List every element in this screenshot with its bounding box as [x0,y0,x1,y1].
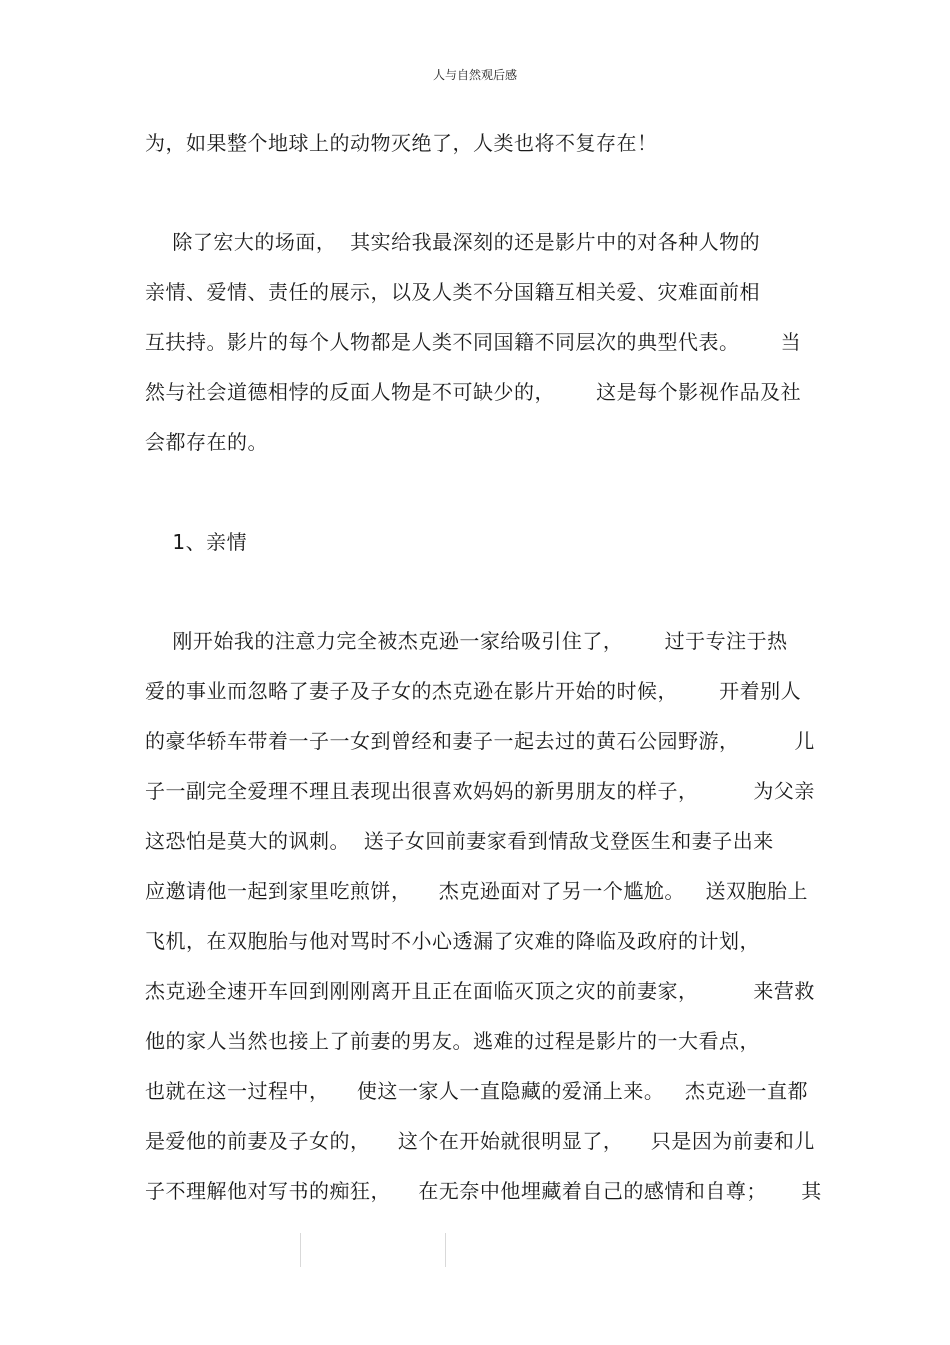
text-line-18: 是爱他的前妻及子女的， 这个在开始就很明显了， 只是因为前妻和儿 [145,1129,815,1153]
page-header: 人与自然观后感 [432,68,517,82]
text-line-12: 这恐怕是莫大的讽刺。 送子女回前妻家看到情敌戈登医生和妻子出来 [145,829,774,853]
footer-divider-right [445,1233,446,1267]
text-line-3: 亲情、爱情、责任的展示，以及人类不分国籍互相关爱、灾难面前相 [145,280,760,304]
footer-divider-left [300,1233,301,1267]
text-line-6: 会都存在的。 [145,430,268,454]
text-line-5: 然与社会道德相悖的反面人物是不可缺少的， 这是每个影视作品及社 [145,380,802,404]
text-line-1: 为，如果整个地球上的动物灭绝了，人类也将不复存在！ [145,131,658,155]
text-line-13: 应邀请他一起到家里吃煎饼， 杰克逊面对了另一个尴尬。 送双胞胎上 [145,879,809,903]
text-line-19: 子不理解他对写书的痴狂， 在无奈中他埋藏着自己的感情和自尊； 其 [145,1179,822,1203]
text-line-10: 的豪华轿车带着一子一女到曾经和妻子一起去过的黄石公园野游， 儿 [145,729,815,753]
text-line-4: 互扶持。影片的每个人物都是人类不同国籍不同层次的典型代表。 当 [145,330,802,354]
text-line-15: 杰克逊全速开车回到刚刚离开且正在面临灭顶之灾的前妻家， 来营救 [145,979,815,1003]
text-line-17: 也就在这一过程中， 使这一家人一直隐藏的爱涌上来。 杰克逊一直都 [145,1079,809,1103]
text-line-16: 他的家人当然也接上了前妻的男友。逃难的过程是影片的一大看点， [145,1029,760,1053]
text-line-14: 飞机，在双胞胎与他对骂时不小心透漏了灾难的降临及政府的计划， [145,929,760,953]
text-line-9: 爱的事业而忽略了妻子及子女的杰克逊在影片开始的时候， 开着别人 [145,679,802,703]
text-line-2: 除了宏大的场面， 其实给我最深刻的还是影片中的对各种人物的 [145,230,761,254]
text-line-11: 子一副完全爱理不理且表现出很喜欢妈妈的新男朋友的样子， 为父亲 [145,779,815,803]
text-line-8: 刚开始我的注意力完全被杰克逊一家给吸引住了， 过于专注于热 [145,629,788,653]
section-heading: 1、亲情 [145,530,248,554]
